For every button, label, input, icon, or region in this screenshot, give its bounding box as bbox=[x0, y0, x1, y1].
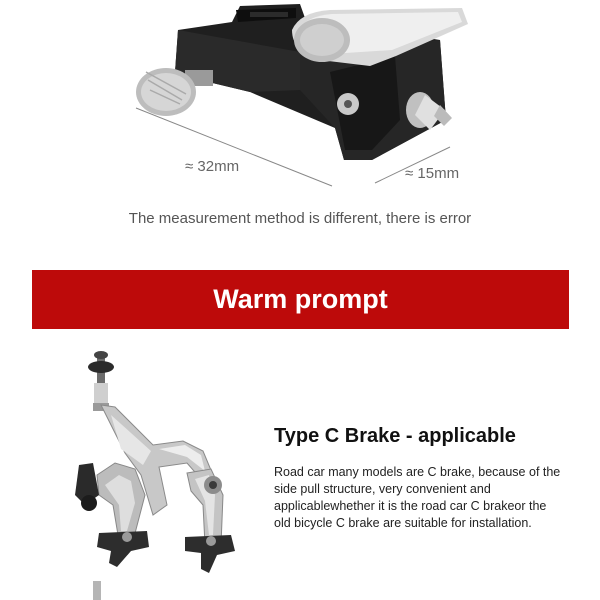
c-brake-image bbox=[55, 345, 265, 600]
length-dimension-label: ≈ 32mm bbox=[185, 158, 240, 175]
brake-type-description: Road car many models are C brake, because of the side pull structure, very convenient and applicablewhether it is the road car C brakeor the old bicycle C brake are suitable for installation. bbox=[274, 465, 561, 530]
warm-prompt-banner bbox=[32, 270, 569, 329]
product-clamp-image bbox=[0, 0, 600, 200]
banner-title: Warm prompt bbox=[213, 284, 388, 314]
measurement-note: The measurement method is different, there is error bbox=[128, 210, 472, 227]
width-dimension-label: ≈ 15mm bbox=[405, 165, 460, 182]
brake-type-title: Type C Brake - applicable bbox=[274, 425, 516, 447]
